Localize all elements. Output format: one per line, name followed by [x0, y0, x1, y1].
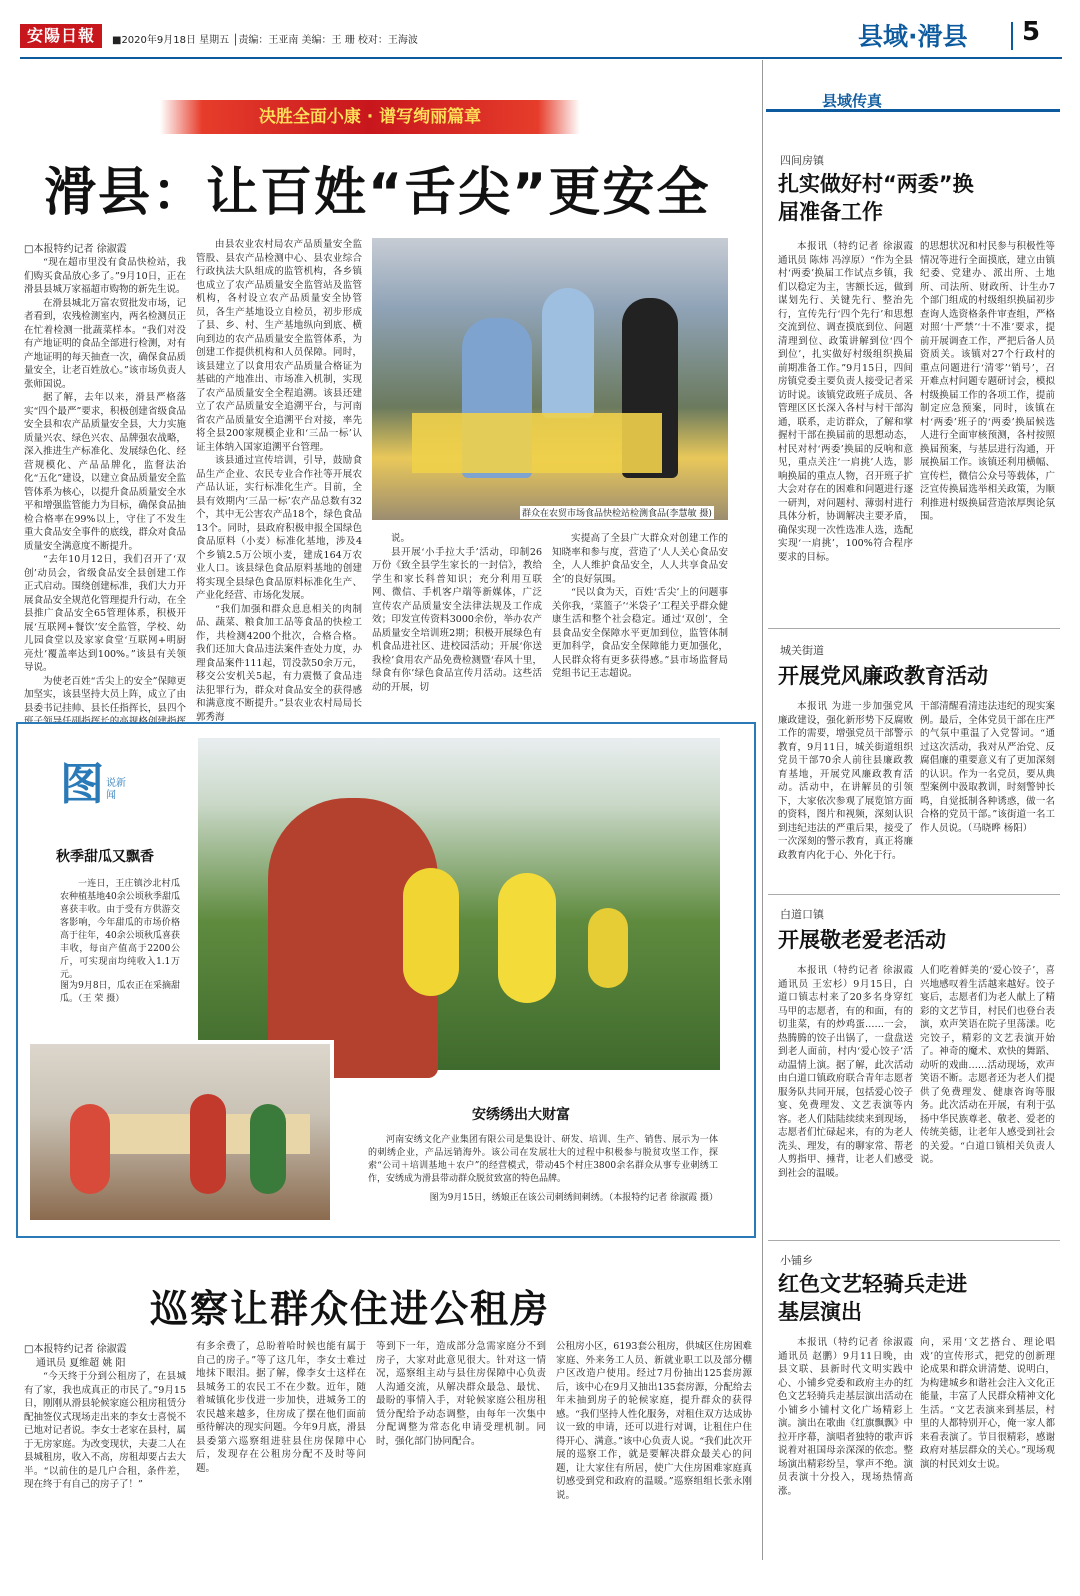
article-rule [768, 628, 1060, 629]
article-2-col-2: 干部清醒看清违法违纪的现实案例。最后，全体党员干部在庄严的气氛中重温了入党誓词。“通过这次活动，我对从严治党、反腐倡廉的重要意义有了更加深刻的认识。作为一名党员，要从典型案例中汲取教训，时刻警钟长鸣，自觉抵制各种诱惑，做一名合格的党员干部。”该街道一名工作人员说。（马晓晔 杨阳） [920, 701, 1055, 834]
right-column-rule [762, 60, 763, 1560]
melon [403, 868, 459, 996]
photo-news-label [60, 748, 140, 808]
bottom-col-1: “今天终于分到公租房了，在县城有了家，我也成真正的市民了。”9月15日，刚刚从滑县轮候家庭公租房租赁分配抽签仪式现场走出来的李女士喜悦不已地对记者说。李女士老家在县村，属于无房家庭。为改变现状，夫妻二人在县城租房，收入不高，房租却要占去大半。“以前住的是几户合租，条件差，现在终于有自己的房子了！” [24, 1371, 186, 1490]
worker-figure [250, 1104, 286, 1194]
bottom-col-3: 等到下一年，造成部分急需家庭分不到房子，大家对此意见很大。针对这一情况，巡察组主动与县住房保障中心负责人沟通交流，从解决群众最急、最忧、最盼的事情入手，对轮候家庭公租房租赁分配给予动态调整，由每年一次集中分配调整为常态化申请受理机制。同时，强化部门协同配合。 [376, 1341, 546, 1447]
article-2-title: 开展党风廉政教育活动 [778, 664, 988, 688]
right-column-header [766, 90, 1060, 112]
paragraph: “去年10月12日，我们召开了‘双创’动员会，省级食品安全县创建工作正式启动。围绕创建标准，我们大力开展食品安全规范化管理提升行动，在全县推广食品安全65管理体系，积极开展‘互联网+餐饮’安全监管，学校、幼儿园食堂以及家家食堂‘互联网+明厨亮灶’覆盖率达到100%。”该县有关领导说。 [24, 554, 186, 673]
article-4-title: 红色文艺轻骑兵走进基层演出 [778, 1272, 967, 1324]
main-col-2 [196, 238, 362, 723]
paragraph: 在滑县城北万富农贸批发市场，记者看到，农残检测室内，两名检测员正在忙着检测一批蔬菜样本。“我们对没有产地证明的食品全部进行检测，对有产地证明的每天抽查一次，确保食品质量安全，让老百姓放心。”该市场负责人张师国说。 [24, 297, 186, 390]
article-1-place: 四间房镇 [780, 154, 824, 167]
embroidery-story-title: 安绣绣出大财富 [472, 1107, 570, 1123]
embroidery-workshop-photo [30, 1040, 334, 1220]
article-2-place: 城关街道 [780, 644, 824, 657]
photo-caption: 群众在农贸市场食品快检站检测食品(李慧敏 摄) [520, 506, 714, 519]
article-3-col-2: 人们吃着鲜美的‘爱心饺子’，喜兴地感叹着生活越来越好。饺子宴后，志愿者们为老人献上了精彩的文艺节目，村民们也登台表演，欢声笑语在院子里荡漾。吃完饺子，精彩的文艺表演开始了。神奇的魔术、欢快的舞蹈、动听的戏曲……活动现场，欢声笑语不断。志愿者还为老人们提供了免费理发、健康咨询等服务。此次活动在开展，有利于弘扬中华民族尊老、敬老、爱老的传统美德，让老年人感受到社会的关爱。“白道口镇相关负责人说。 [920, 965, 1055, 1165]
melon-story-title: 秋季甜瓜又飘香 [56, 849, 154, 865]
article-4-col-2: 向，采用‘文艺搭台、理论唱戏’的宣传形式，把党的创新理论成果和群众讲清楚、说明白，为构建城乡和谐社会注入文化正能量，丰富了人民群众精神文化生活。“文艺表演来到基层，村里的人都特别开心，俺一家人都来看表演了。节目很精彩，感谢政府对基层群众的关心。”现场观演的村民刘女士说。 [920, 1337, 1055, 1470]
article-3-place: 白道口镇 [780, 908, 824, 921]
main-col-3 [372, 532, 542, 700]
photo-news-label-main: 图 [60, 759, 104, 810]
main-byline: □本报特约记者 徐淑霞 [24, 244, 127, 255]
article-rule [768, 894, 1060, 895]
theme-banner [160, 100, 580, 134]
article-3-col-1: 本报讯（特约记者 徐淑霞 通讯员 王宏杉）9月15日，白道口镇志村来了20多名身穿红马甲的志愿者，有的和面，有的切韭菜，有的炒鸡蛋……一会，热腾腾的饺子出锅了，一盘盘送到老人面前，村内‘爱心饺子’活动温情上演。据了解，此次活动由白道口镇政府联合青年志愿者服务队共同开展，包括爱心饺子宴、免费理发、文艺表演等内容。老人们陆陆续续来到现场，志愿者们忙碌起来，有的为老人洗头、理发，有的聊家常、帮老人剪指甲、捶背，让老人们感受到社会的温暖。 [778, 965, 913, 1179]
newspaper-logo: 安陽日報 [20, 24, 102, 48]
masthead [0, 0, 1080, 65]
main-headline: 滑县：让百姓“舌尖”更安全 [44, 163, 711, 223]
bottom-byline-1: □本报特约记者 徐淑霞 [24, 1344, 127, 1355]
article-1-col-2: 的思想状况和村民参与积极性等情况等进行全面摸底，建立由镇纪委、党建办、派出所、土地所、司法所、财政所、计生办7个部门组成的村级组织换届初步查询人选资格条件审查组，严格对照‘十严禁’‘十不准’要求，提前开展调查工作，严把后备人员资质关。该镇对27个行政村的重点问题进行‘清零’‘销号’，召开难点村问题专题研讨会，模拟村级换届工作的各项工作，提前制定应急预案，同时，该镇在村‘两委’班子的‘两委’换届候选人进行全面审核预测，各村按照换届预案，与基层进行沟通，开展换届工作。该镇还利用横幅、宣传栏，微信公众号等载体，广泛宣传换届选举相关政策，为顺利推进村级换届营造浓厚舆论氛围。 [920, 241, 1055, 522]
section-divider [1011, 22, 1013, 50]
bottom-col-4: 公租房小区，6193套公租房，供城区住房困难家庭、外来务工人员、新就业职工以及部分棚户区改造户使用。经过7月份抽出125套房源后，该中心在9月又抽出135套房源，分配给去年未抽到房子的轮候家庭，提升群众的获得感。“我们坚持人性化服务，对租住双方达成协议一致的申请，还可以进行对调，让租住户住得开心、满意。”该中心负责人说。“我们此次开展的巡察工作，就是要解决群众最关心的问题，让大家住有所居，使广大住房困难家庭真切感受到党和政府的温暖。”巡察组组长张永刚说。 [556, 1341, 752, 1501]
melon-story-credit: 图为9月8日，瓜农正在采摘甜瓜。（王 荣 摄） [60, 981, 180, 1004]
masthead-rule [20, 57, 1062, 59]
test-table [412, 413, 662, 473]
paragraph: 实提高了全县广大群众对创建工作的知晓率和参与度，营造了‘人人关心食品安全，人人维护食品安全，人人共享食品安全’的良好氛围。 [552, 533, 728, 585]
paragraph: 由县农业农村局农产品质量安全监管股、县农产品检测中心、县农业综合行政执法大队组成的监管机构，各乡镇也成立了农产品质量安全监管站及监管机构，各村设立农产品质量安全协管员，各生产基地设立自检员，初步形成了县、乡、村、生产基地纵向到底、横向到边的农产品质量安全监管体系，为创建工作提供机构和人员保障。同时，该县建立了以食用农产品质量合格证为基础的产地准出、市场准入机制，实现了农产品质量安全全程追溯。该县还建立了农产品质量安全追溯平台，与河南省农产品质量安全追溯平台对接，率先将全县200家规模企业和‘三品一标’认证主体纳入国家追溯平台管理。 [196, 239, 362, 453]
article-1-col-1: 本报讯（特约记者 徐淑霞 通讯员 陈炜 冯淳原）“作为全县村‘两委’换届工作试点乡镇，我们以稳定为主，害额长远，做到谋划先行、关键先行、整治先行，宣传先行‘四个先行’和思想交流到位、调查摸底到位、问题清理到位、政策讲解到位‘四个到位’，扎实做好村级组织换届前期准备工作。”9月15日，四间房镇党委主要负责人接受记者采访时说。该镇党政班子成员、各管理区区长深入各村与村干部沟通，联系，走访群众，了解和掌握村干部在换届前的思想动态，村民对村‘两委’换届的反响和意见，重点关注‘一肩挑’人选，影响换届的重点人物，召开班子扩大会对存在的困难和问题进行逐一研判，对问题村、薄弱村进行具体分析，协调解决主要矛盾，确保实现一次性选准人选，选配实现‘一肩挑’，100%符合程序要求的目标。 [778, 241, 913, 563]
section-name: 县域·滑县 [858, 22, 968, 51]
bottom-headline: 巡察让群众住进公租房 [150, 1287, 551, 1331]
paragraph: “我们加强和群众息息相关的肉制品、蔬菜、粮食加工品等食品的快检工作，共检测4200个批次，合格合格。我们还加大食品违法案件查处力度，办理食品案件111起，罚没款50余万元，移交公安机关5起，有力震慑了食品违法犯罪行为，群众对食品安全的获得感和满意度不断提升。”县农业农村局局长郭秀海 [196, 603, 362, 723]
embroidery-story-text: 河南安绣文化产业集团有限公司是集设计、研发、培训、生产、销售、展示为一体的刺绣企业，产品远销海外。该公司在发展壮大的过程中积极参与脱贫攻坚工作，探索“公司＋培训基地＋农户”的经营模式，带动45个村庄3800余名群众从事专业刺绣工作，安绣成为滑县带动群众脱贫致富的特色品牌。 [368, 1135, 718, 1184]
photo-news-label-sub: 说新闻 [106, 778, 126, 801]
article-3-title: 开展敬老爱老活动 [778, 928, 946, 952]
article-4-place: 小铺乡 [780, 1254, 813, 1267]
paragraph: 为使老百姓“舌尖上的安全”保障更加坚实，该县坚持大员上阵，成立了由县委书记挂帅、县长任指挥长，县四个 [24, 675, 186, 714]
main-col-1 [24, 256, 186, 714]
paragraph: 该县通过宣传培训，引导，鼓励食品生产企业、农民专业合作社等开展农产品认证，实行标准化生产。目前，全县有效期内‘三品一标’农产品总数有32个，其中无公害农产品18个，绿色食品13个。同时，县政府积极申报全国绿色食品原料（小麦）标准化基地，涉及4个乡镇2.5万公顷小麦，建成164万农业人口。该县绿色食品原料基地的创建将实现全县绿色食品原料标准化生产、产业化经营、市场化发展。 [196, 455, 362, 601]
right-column-title: 县域传真 [822, 92, 883, 110]
paragraph: 县开展‘小手拉大手’活动，印制26万份《致全县学生家长的一封信》，教给学生和家长科普知识；充分利用互联网、微信、手机客户端等新媒体，广泛宣传农产品质量安全法律法规及工作成效；印发宣传资料3000余份，举办农产品质量安全培训班2期；积极开展绿色有机食品进社区、进校园活动；开展‘你送我检’食用农产品免费检测暨‘春风十里，绿食有你’绿色食品宣传月活动。这些活动的开展，切 [372, 546, 542, 693]
bottom-col-2: 有多余费了，总盼着哈时候也能有属于自己的房子。”等了这几年，李女士难过地抹下眼泪。据了解，像李女士这样在县城务工的农民工不在少数。近年，随着城镇化步伐进一步加快，进城务工的农民越来越多，住房成了摆在他们面前亟待解决的现实问题。今年9月底，滑县县委第六巡察组进驻县住房保障中心后，发现存在公租房分配不及时等问题。 [196, 1341, 366, 1474]
inspector-figure [542, 288, 594, 418]
main-col-4 [552, 532, 728, 700]
article-1-title: 扎实做好村“两委”换届准备工作 [778, 172, 974, 224]
worker-figure [70, 1104, 110, 1194]
article-4-col-1: 本报讯（特约记者 徐淑霞 通讯员 赵鹏）9月11日晚，由县文联、县新时代文明实践中心、小铺乡党委和政府主办的红色文艺轻骑兵走基层演出活动在小铺乡小铺村文化广场精彩上演。演出在歌曲《红旗飘飘》中拉开序幕，演唱者独特的歌声诉说着对祖国母亲深深的依恋。整场演出精彩纷呈，掌声不绝。演员表演十分投入，现场热情高涨。 [778, 1337, 913, 1497]
paragraph: 说。 [391, 533, 411, 544]
melon [588, 908, 628, 988]
issue-meta: ■2020年9月18日 星期五 │责编：王亚南 美编：王 珊 校对：王海波 [112, 35, 418, 46]
market-inspection-photo [372, 238, 728, 520]
paragraph: “民以食为天，百姓‘舌尖’上的问题事关你我，‘菜篮子’‘米袋子’工程关乎群众健康生活和整个社会稳定。通过‘双创’，全县食品安全保障水平更加到位，监管体制更加科学，食品安全保障能力更加强化，人民群众将有更多获得感。”县市场监督局党组书记王志超说。 [552, 587, 728, 679]
melon-story-text: 一连日，王庄镇沙北村瓜农种植基地40余公顷秋季甜瓜喜获丰收。由于受有方供游交客影响，今年甜瓜的市场价格高于往年，40余公顷秋瓜喜获丰收，每亩产值高于2200公斤，可实现亩均纯收入1.1万元。 [60, 879, 180, 980]
embroidery-story-credit: 图为9月15日，绣娘正在该公司刺绣间刺绣。（本报特约记者 徐淑霞 摄） [429, 1193, 718, 1203]
worker-figure [190, 1094, 226, 1194]
banner-text: 决胜全面小康 · 谱写绚丽篇章 [258, 107, 482, 127]
paragraph: 据了解，去年以来，滑县严格落实“四个最严”要求，积极创建省级食品安全县和农产品质量安全县，大力实施质量兴农、绿色兴农、品牌强农战略，深入推进生产标准化、发展绿色化、经营规模化、产品品牌化，监督法治化“五化”建设，以建立食品质量安全监管体系为核心，以提升食品质量安全水平和增强监管能力为目标，确保食品抽检合格率在99%以上，守住了不发生重大食品安全事件的底线，群众对食品质量安全满意度不断提升。 [24, 392, 186, 552]
melon [498, 873, 556, 1003]
melon-harvest-photo [198, 738, 720, 1070]
bottom-byline-2: 通讯员 夏维超 姚 阳 [36, 1358, 126, 1369]
page-number: 5 [1022, 17, 1041, 47]
paragraph: “现在超市里没有食品快检站，我们购买食品放心多了。”9月10日，正在滑县县城万家福超市购物的新先生说。 [24, 257, 186, 295]
article-2-col-1: 本报讯 为进一步加强党风廉政建设，强化新形势下反腐败工作的需要，增强党员干部警示教育，9月11日，城关街道组织党员干部70余人前往县廉政教育基地，开展党风廉政教育活动。活动中，在讲解员的引领下，大家依次参观了展览馆方面的资料，图片和视频，深刻认识到违纪违法的严重后果，接受了一次深刻的警示教育，真正将廉政教育内化于心、外化于行。 [778, 701, 913, 861]
article-rule [768, 1240, 1060, 1241]
